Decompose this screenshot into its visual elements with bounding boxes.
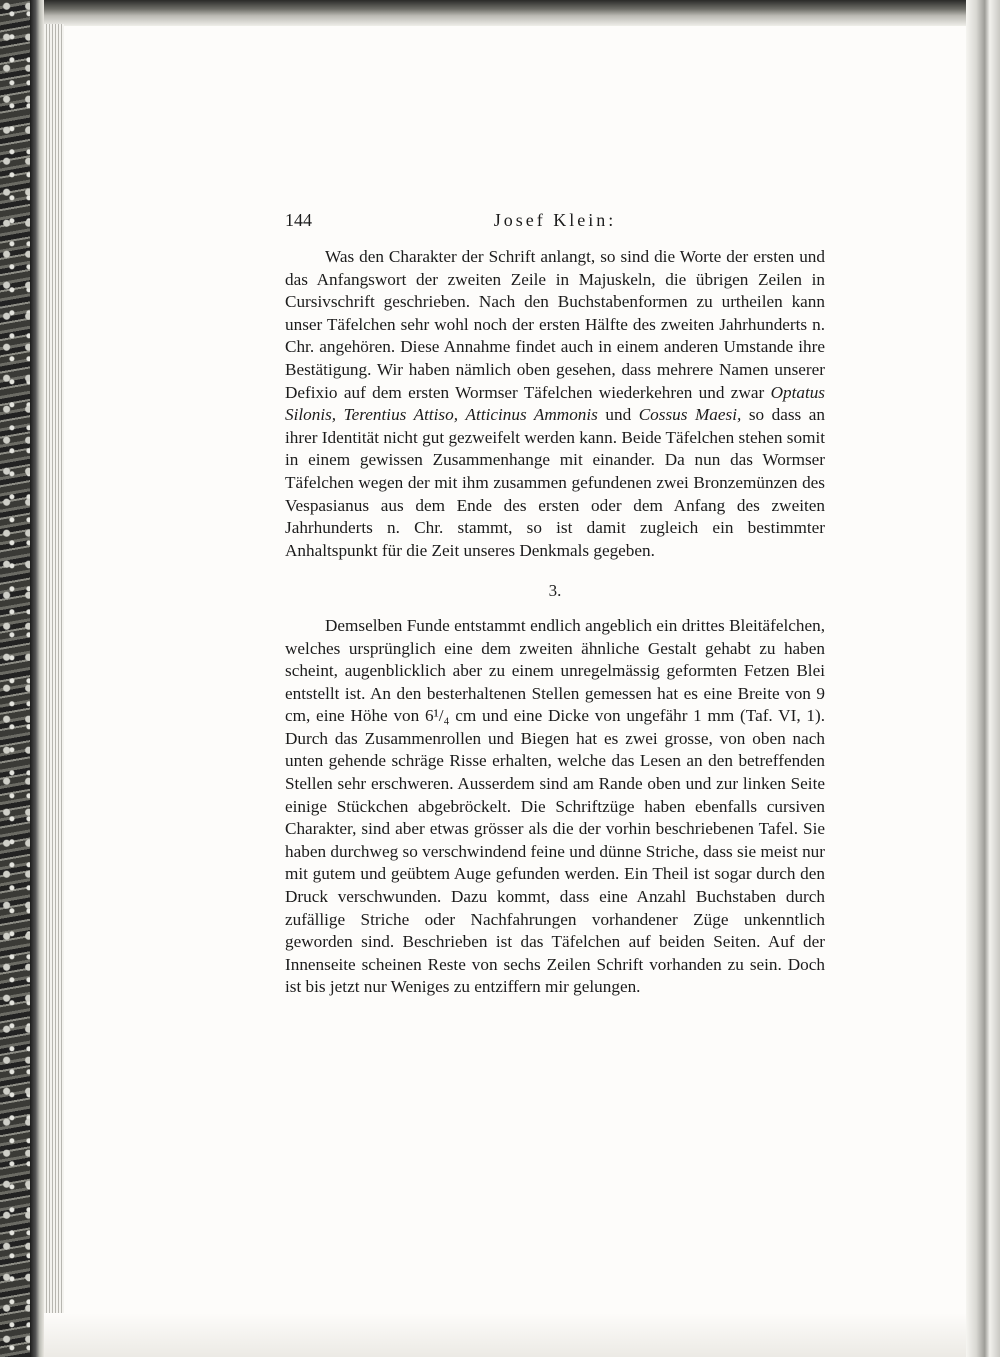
paragraph-2-text-a: Demselben Funde entstammt endlich angeblich ein drittes Bleitäfelchen, welches ursprünglich eine dem zweiten ähnliche Gestalt gehabt zu haben scheint, augenblicklich aber zu einem unregelmässig geformten Fetzen Blei entstellt ist. An den besterhaltenen Stellen gemessen hat es eine Breite von 9 cm, eine Höhe von 6 (285, 615, 825, 726)
page-number: 144 (285, 210, 312, 230)
right-page-edge (966, 0, 1000, 1357)
bottom-page-edge (44, 1313, 966, 1357)
name-cossus: Cossus Maesi, (638, 405, 742, 425)
conjunction-und: und (597, 405, 639, 425)
paragraph-1 (285, 246, 825, 562)
marbled-binding (0, 0, 30, 1357)
paragraph-1-text-b: so dass an ihrer Identität nicht gut gezweifelt werden kann. Beide Täfelchen stehen somit in einem gewissen Zusammenhange mit einander. Da nun das Wormser Täfelchen wegen der mit ihm zusammen gefundenen zwei Bronzemünzen des Vespasianus aus dem Ende des ersten oder dem Anfang des zweiten Jahrhunderts n. Chr. stammt, so ist damit zugleich ein bestimmter Anhaltspunkt für die Zeit unseres Denkmals gegeben. (285, 405, 826, 560)
stacked-page-edges (44, 24, 64, 1314)
binding-shadow (30, 0, 44, 1357)
name-terentius: Terentius Attiso, (343, 405, 458, 425)
name-optatus: Optatus Silonis, (285, 382, 825, 425)
name-atticinus: Atticinus Ammonis (465, 405, 598, 425)
paragraph-2 (285, 615, 825, 999)
section-number: 3. (548, 581, 562, 601)
paragraph-1-text-a: Was den Charakter der Schrift anlangt, so sind die Worte der ersten und das Anfangswort der zweiten Zeile in Majuskeln, die übrigen Zeilen in Cursivschrift geschrieben. Nach den Buchstabenformen zu urtheilen kann unser Täfelchen sehr wohl noch der ersten Hälfte des zweiten Jahrhunderts n. Chr. angehören. Diese Annahme findet auch in einem anderen Umstande ihre Bestätigung. Wir haben nämlich oben gesehen, dass mehrere Namen unserer Defixio auf dem ersten Wormser Täfelchen wiederkehren und zwar (285, 247, 825, 402)
running-head: Josef Klein: (493, 210, 617, 230)
fraction-quarter: ¹/₄ (433, 706, 450, 726)
body-text (285, 246, 825, 999)
book-top-edge (0, 0, 1000, 26)
page-header (285, 210, 825, 238)
paragraph-2-text-b: cm und eine Dicke von ungefähr 1 mm (Taf. VI, 1). Durch das Zusammenrollen und Biegen hat es zwei grosse, von oben nach unten gehende schräge Risse erhalten, welche das Lesen an den betreffenden Stellen sehr erschweren. Ausserdem sind am Rande oben und zur linken Seite einige Stückchen abgebröckelt. Die Schriftzüge haben ebenfalls cursiven Charakter, sind aber etwas grösser als die der vorhin beschriebenen Tafel. Sie haben durchweg so verschwindend feine und dünne Striche, dass sie meist nur mit gutem und geübtem Auge gefunden werden. Ein Theil ist sogar durch den Druck verschwunden. Dazu kommt, dass eine Anzahl Buchstaben durch zufällige Striche oder Nachfahrungen vorhandener Züge unkenntlich geworden sind. Beschrieben ist das Täfelchen auf beiden Seiten. Auf der Innenseite scheinen Reste von sechs Zeilen Schrift vorhanden zu sein. Doch ist bis jetzt nur Weniges zu entziffern mir gelungen. (285, 706, 825, 997)
